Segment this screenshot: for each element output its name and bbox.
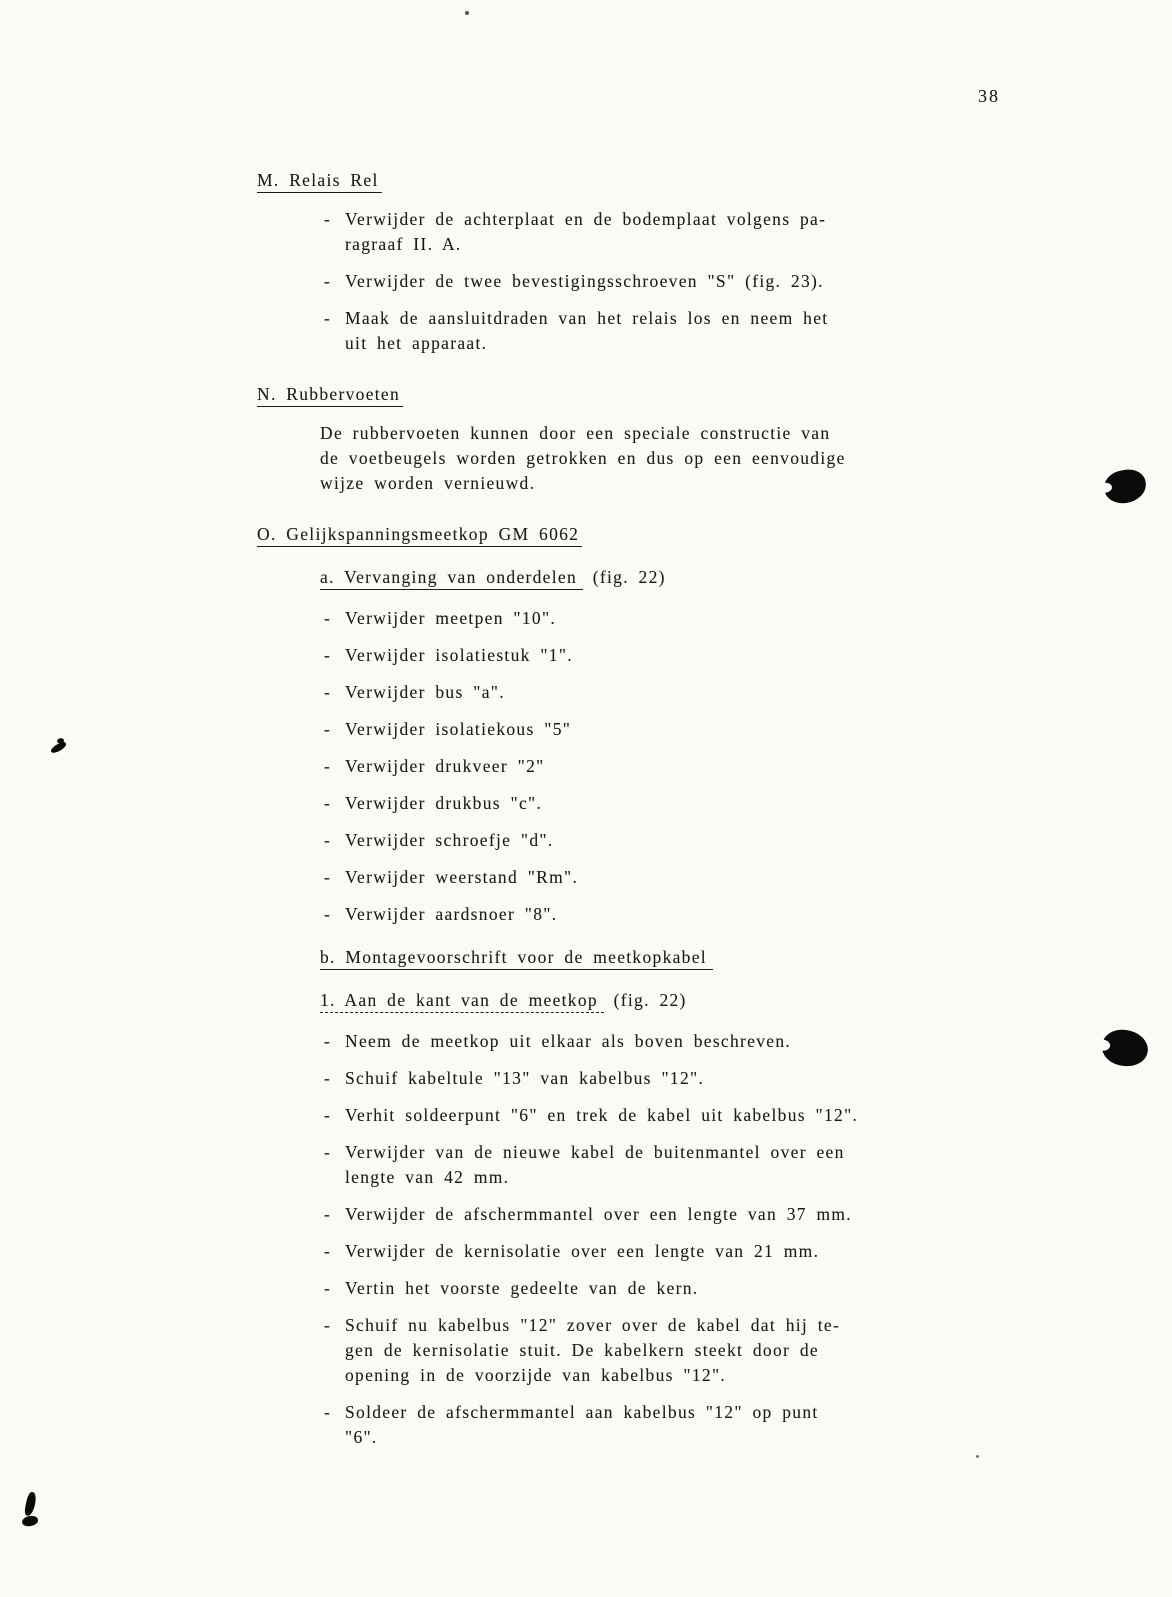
section-heading-text: O. Gelijkspanningsmeetkop GM 6062 <box>257 524 582 547</box>
ink-blob-right-upper <box>1102 467 1148 506</box>
bullet-item <box>324 269 1035 294</box>
bullet-text: Verwijder de achterplaat en de bodemplaat volgens pa- ragraaf II. A. <box>345 209 827 254</box>
bullet-item <box>324 1066 1035 1091</box>
bullet-item <box>324 1029 1035 1054</box>
bullet-text: Verwijder drukbus "c". <box>345 793 543 813</box>
ink-mark-bottom-left-stroke <box>24 1491 38 1516</box>
bullet-item <box>324 791 1035 816</box>
section-heading <box>257 168 1062 193</box>
ink-mark-bottom-left-blot <box>21 1514 39 1528</box>
bullet-text: Soldeer de afschermmantel aan kabelbus "12" op punt "6". <box>345 1402 819 1447</box>
document-body <box>257 168 1062 1462</box>
bullet-item <box>324 680 1035 705</box>
ink-dot-top <box>465 11 469 15</box>
bullet-dash: - <box>324 682 332 702</box>
bullet-dash: - <box>324 645 332 665</box>
bullet-dash: - <box>324 756 332 776</box>
section-heading <box>257 522 1062 547</box>
section-heading-text: M. Relais Rel <box>257 170 382 193</box>
bullet-dash: - <box>324 1315 332 1335</box>
bullet-item <box>324 902 1035 927</box>
bullet-dash: - <box>324 1241 332 1261</box>
bullet-dash: - <box>324 271 332 291</box>
bullet-item <box>324 1103 1035 1128</box>
bullet-dash: - <box>324 1278 332 1298</box>
bullet-text: Verwijder isolatiestuk "1". <box>345 645 573 665</box>
bullet-text: Verwijder isolatiekous "5" <box>345 719 572 739</box>
bullet-text: Verwijder aardsnoer "8". <box>345 904 558 924</box>
bullet-dash: - <box>324 904 332 924</box>
subsection-heading <box>320 988 1062 1013</box>
subsection-heading-suffix: (fig. 22) <box>583 567 666 587</box>
bullet-text: Verwijder schroefje "d". <box>345 830 554 850</box>
bullet-item <box>324 1276 1035 1301</box>
bullet-item <box>324 865 1035 890</box>
bullet-item <box>324 1140 1035 1190</box>
bullet-dash: - <box>324 1068 332 1088</box>
bullet-text: Neem de meetkop uit elkaar als boven beschreven. <box>345 1031 792 1051</box>
bullet-item <box>324 1202 1035 1227</box>
subsection-heading-text: 1. Aan de kant van de meetkop <box>320 990 604 1013</box>
bullet-dash: - <box>324 608 332 628</box>
bullet-item <box>324 717 1035 742</box>
bullet-dash: - <box>324 793 332 813</box>
bullet-item <box>324 828 1035 853</box>
bullet-text: Verwijder bus "a". <box>345 682 505 702</box>
bullet-item <box>324 606 1035 631</box>
bullet-item <box>324 1400 1035 1450</box>
bullet-text: Verwijder drukveer "2" <box>345 756 545 776</box>
subsection-heading <box>320 565 1062 590</box>
subsection-heading-text: a. Vervanging van onderdelen <box>320 567 583 590</box>
bullet-text: Verwijder van de nieuwe kabel de buitenmantel over een lengte van 42 mm. <box>345 1142 845 1187</box>
paragraph: De rubbervoeten kunnen door een speciale constructie van de voetbeugels worden getrokken en dus op een eenvoudige wijze worden vernieuwd. <box>320 423 846 493</box>
bullet-text: Maak de aansluitdraden van het relais los en neem het uit het apparaat. <box>345 308 829 353</box>
bullet-text: Verwijder de twee bevestigingsschroeven "S" (fig. 23). <box>345 271 824 291</box>
bullet-dash: - <box>324 308 332 328</box>
ink-blob-right-lower <box>1100 1028 1150 1069</box>
ink-dot-lower-right <box>976 1455 979 1458</box>
subsection-heading-text: b. Montagevoorschrift voor de meetkopkabel <box>320 947 713 970</box>
bullet-dash: - <box>324 1142 332 1162</box>
subsection-heading-suffix: (fig. 22) <box>603 990 687 1010</box>
bullet-text: Vertin het voorste gedeelte van de kern. <box>345 1278 699 1298</box>
bullet-dash: - <box>324 1402 332 1422</box>
bullet-dash: - <box>324 1204 332 1224</box>
bullet-text: Verwijder de afschermmantel over een lengte van 37 mm. <box>345 1204 852 1224</box>
bullet-text: Schuif nu kabelbus "12" zover over de kabel dat hij te- gen de kernisolatie stuit. De kabelkern steekt door de opening in de voorzijde van kabelbus "12". <box>345 1315 841 1385</box>
bullet-text: Verhit soldeerpunt "6" en trek de kabel uit kabelbus "12". <box>345 1105 859 1125</box>
bullet-text: Verwijder meetpen "10". <box>345 608 557 628</box>
bullet-item <box>324 1313 1035 1388</box>
subsection-heading <box>320 945 1062 970</box>
bullet-dash: - <box>324 209 332 229</box>
bullet-item <box>324 1239 1035 1264</box>
bullet-text: Schuif kabeltule "13" van kabelbus "12". <box>345 1068 705 1088</box>
bullet-dash: - <box>324 1105 332 1125</box>
page-number: 38 <box>978 86 1000 106</box>
bullet-item <box>324 643 1035 668</box>
section-heading <box>257 382 1062 407</box>
bullet-item <box>324 754 1035 779</box>
bullet-item <box>324 306 1035 356</box>
bullet-item <box>324 207 1035 257</box>
ink-mark-left-margin <box>49 740 67 754</box>
bullet-dash: - <box>324 830 332 850</box>
section-heading-text: N. Rubbervoeten <box>257 384 403 407</box>
bullet-text: Verwijder de kernisolatie over een lengte van 21 mm. <box>345 1241 820 1261</box>
bullet-dash: - <box>324 867 332 887</box>
bullet-text: Verwijder weerstand "Rm". <box>345 867 579 887</box>
bullet-dash: - <box>324 1031 332 1051</box>
bullet-dash: - <box>324 719 332 739</box>
